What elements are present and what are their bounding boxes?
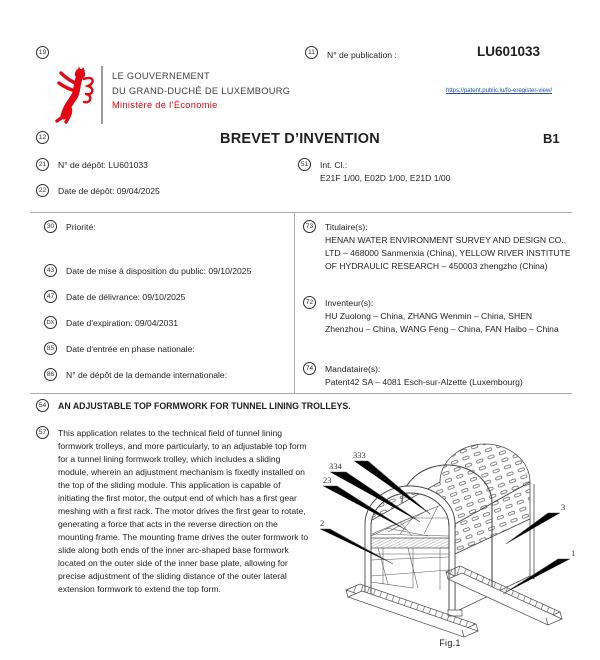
figure-label-333: 333 xyxy=(353,450,366,460)
int-cl-row xyxy=(298,158,450,184)
intl-application-text: N° de dépôt de la demande internationale: xyxy=(66,370,228,380)
expiry-date-text: Date d'expiration: 09/04/2031 xyxy=(66,318,179,328)
publication-number: LU601033 xyxy=(476,44,540,59)
document-type-title: BREVET D’INVENTION xyxy=(220,131,380,147)
inid-code-57: 57 xyxy=(36,426,49,439)
priority-row xyxy=(44,220,96,233)
inid-code-11: 11 xyxy=(305,46,318,59)
figure-label-1: 1 xyxy=(571,548,576,558)
invention-title-row xyxy=(36,399,351,412)
national-phase-text: Date d'entrée en phase nationale: xyxy=(66,344,195,354)
inid-code-22: 22 xyxy=(36,184,49,197)
proprietor-block xyxy=(303,220,571,273)
luxembourg-lion-logo xyxy=(50,64,100,124)
inid-code-43: 43 xyxy=(44,264,57,277)
expiry-date-row xyxy=(44,316,178,329)
agent-block xyxy=(303,362,571,389)
national-phase-row xyxy=(44,342,195,355)
proprietor-text: HENAN WATER ENVIRONMENT SURVEY AND DESIGN CO., LTD – 468000 Sanmenxia (China), YELLOW RIVER INSTITUTE OF HYDRAULIC RESEARCH – 450003 zhengzho (China) xyxy=(325,235,571,271)
date-depot-text: Date de dépôt: 09/04/2025 xyxy=(58,186,160,196)
public-date-text: Date de mise à disposition du public: 09/10/2025 xyxy=(66,266,252,276)
kind-code: B1 xyxy=(543,131,560,146)
inid-code-74: 74 xyxy=(303,362,316,375)
figure-caption: Fig.1 xyxy=(439,638,461,648)
inid-code-47: 47 xyxy=(44,290,57,303)
intl-application-row xyxy=(44,368,227,381)
eregister-link[interactable]: https://patent.public.lu/fo-eregister-view/ xyxy=(445,88,552,94)
table-bottom-rule xyxy=(30,393,572,394)
depot-row xyxy=(36,158,148,171)
inid-code-21: 21 xyxy=(36,158,49,171)
inid-code-86: 86 xyxy=(44,368,57,381)
government-wordmark xyxy=(112,69,290,113)
inid-code-85: 85 xyxy=(44,342,57,355)
figure-label-2: 2 xyxy=(320,518,325,528)
priority-text: Priorité: xyxy=(66,222,96,232)
figure-label-3: 3 xyxy=(561,502,566,512)
int-cl-label: Int. Cl.: xyxy=(320,160,348,170)
agent-label: Mandataire(s): xyxy=(325,364,381,374)
grant-date-row xyxy=(44,290,185,303)
table-top-rule xyxy=(30,212,572,213)
date-depot-row xyxy=(36,184,160,197)
inid-code-12: 12 xyxy=(36,131,49,144)
inid-code-19: 19 xyxy=(36,46,49,59)
proprietor-label: Titulaire(s): xyxy=(325,222,368,232)
fig1-tunnel-trolley-drawing xyxy=(308,424,592,638)
inventors-label: Inventeur(s): xyxy=(325,298,374,308)
figure-label-23: 23 xyxy=(323,475,332,485)
agent-text: Patent42 SA – 4081 Esch-sur-Alzette (Luxembourg) xyxy=(325,377,523,387)
public-date-row xyxy=(44,264,251,277)
inid-code-73: 73 xyxy=(303,220,316,233)
inid-code-dx: DX xyxy=(44,316,57,329)
publication-label: N° de publication : xyxy=(327,50,397,60)
figure-label-334: 334 xyxy=(329,461,342,471)
abstract-text: This application relates to the technical field of tunnel lining formwork trolleys, and more particularly, to an adjustable top form for a tunnel lining formwork trolley, which includes a sliding module, wherein an adjustment mechanism is fixedly installed on the top of the sliding module. This application is capable of initiating the first motor, the output end of which has a first gear meshing with a first rack. The motor drives the first gear to rotate, generating a force that acts in the reverse direction on the mounting frame. The mounting frame drives the outer formwork to slide along both ends of the inner arc-shaped base formwork located on the outer side of the inner base plate, allowing for precise adjustment of the sliding distance of the outer lateral extension formwork to extend the top form. xyxy=(58,428,309,594)
inventors-text: HU Zuolong – China, ZHANG Wenmin – China, SHEN Zhenzhou – China, WANG Feng – China, FAN Haibo – China xyxy=(325,311,559,334)
inventors-block xyxy=(303,296,571,336)
ministry-line: Ministère de l’Économie xyxy=(112,100,218,110)
table-divider-rule xyxy=(294,212,295,393)
logo-divider xyxy=(101,66,103,124)
grant-date-text: Date de délivrance: 09/10/2025 xyxy=(66,292,186,302)
inid-code-51: 51 xyxy=(298,158,311,171)
invention-title: AN ADJUSTABLE TOP FORMWORK FOR TUNNEL LINING TROLLEYS. xyxy=(58,401,351,411)
gov-line1: LE GOUVERNEMENT xyxy=(112,71,210,81)
inid-code-54: 54 xyxy=(36,399,49,412)
gov-line2: DU GRAND-DUCHÉ DE LUXEMBOURG xyxy=(112,85,291,96)
inid-code-30: 30 xyxy=(44,220,57,233)
depot-text: N° de dépôt: LU601033 xyxy=(58,160,148,170)
inid-code-72: 72 xyxy=(303,296,316,309)
int-cl-value: E21F 1/00, E02D 1/00, E21D 1/00 xyxy=(320,173,451,183)
